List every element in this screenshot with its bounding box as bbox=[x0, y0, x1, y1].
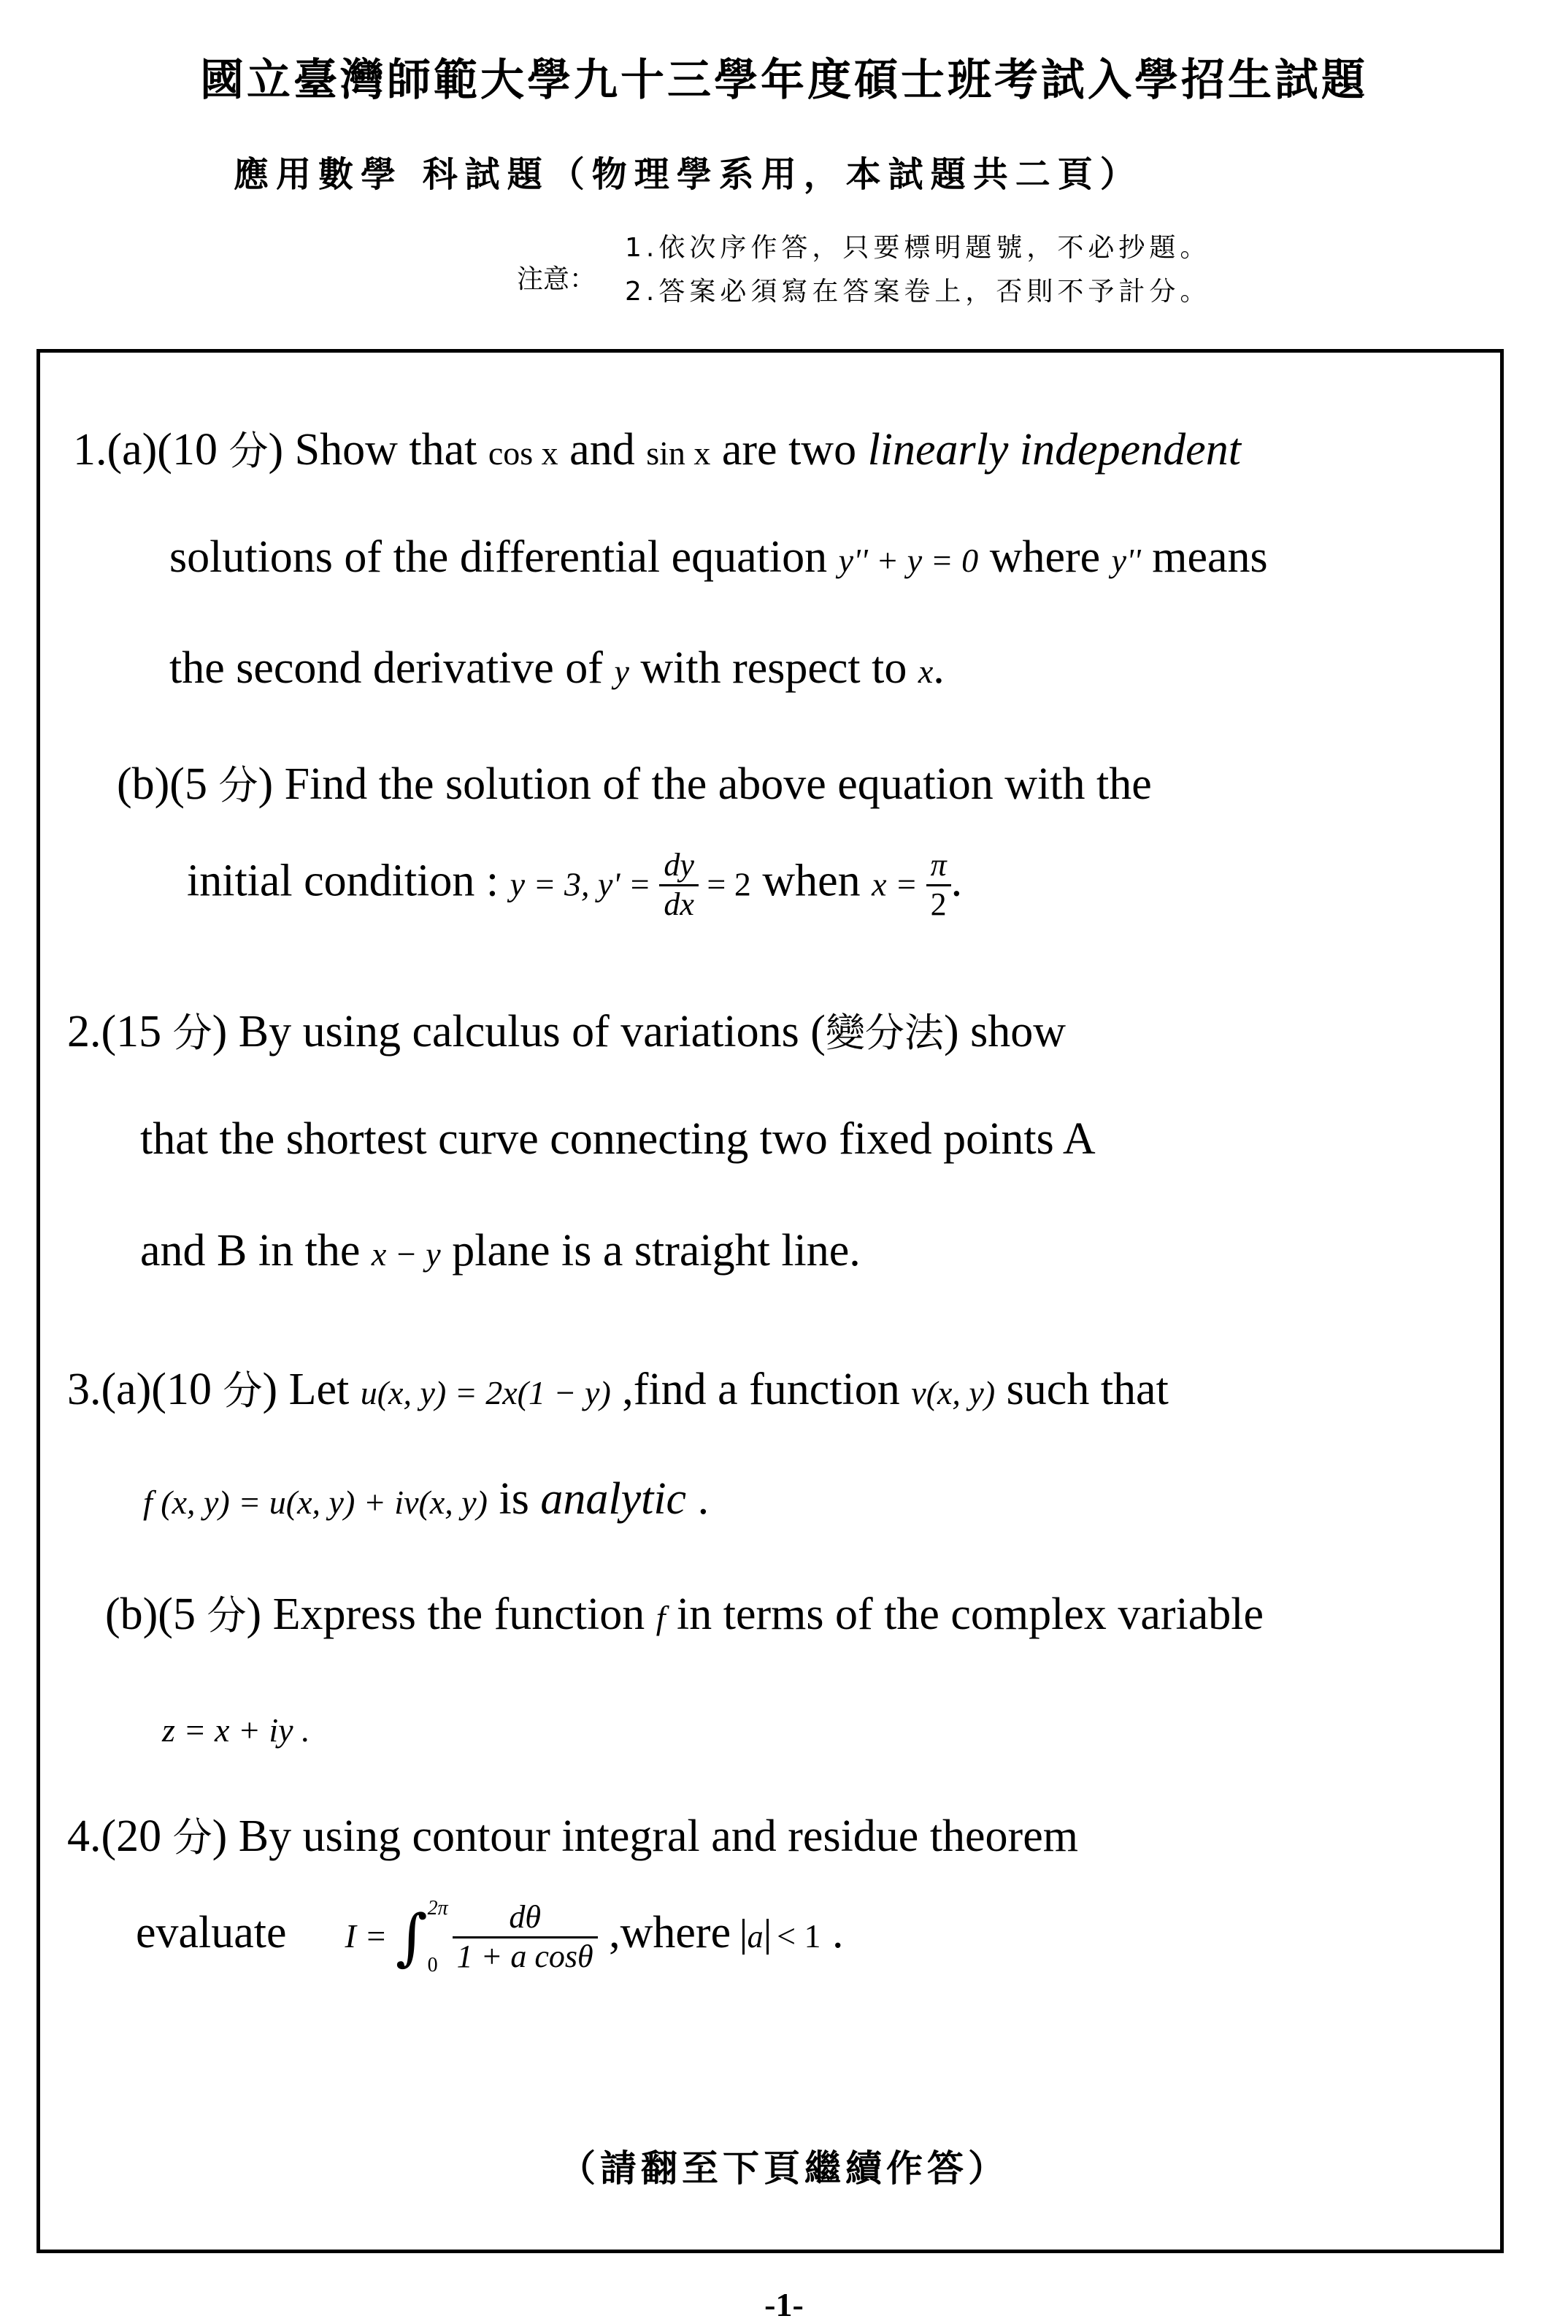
q4-text: ) By using contour integral and residue theorem bbox=[212, 1811, 1078, 1861]
q3-f-math: f (x, y) = u(x, y) + iv(x, y) bbox=[143, 1484, 488, 1521]
q3-a-points-unit: 分 bbox=[223, 1368, 263, 1414]
q3-b-prefix: (b)(5 bbox=[105, 1589, 207, 1639]
q1-line2-where: where bbox=[978, 532, 1112, 582]
q1-b-initial-condition: initial condition : bbox=[187, 856, 510, 906]
q1-b-pi-num: π bbox=[926, 847, 951, 886]
q3-u-math: u(x, y) = 2x(1 − y) bbox=[360, 1374, 611, 1411]
q2-line3 bbox=[140, 1225, 861, 1277]
q4-where: ,where bbox=[597, 1908, 742, 1958]
q1-y-double-prime: y'' bbox=[1111, 542, 1141, 579]
q3-b-line2 bbox=[162, 1701, 310, 1753]
q1-diff-equation: y'' + y = 0 bbox=[838, 542, 979, 579]
q2-text2: ) show bbox=[943, 1007, 1066, 1056]
notice-label: 注意： bbox=[517, 264, 596, 294]
q2-xy-math: x − y bbox=[371, 1235, 441, 1273]
q3-z-math: z = x + iy . bbox=[162, 1711, 310, 1749]
q1-b-eq2: = 2 bbox=[698, 865, 751, 903]
q1-b-frac-den: dx bbox=[664, 886, 694, 922]
q1-b-pi-fraction bbox=[926, 847, 951, 923]
q1-line3-end: . bbox=[933, 643, 945, 693]
q4-integral-sign: ∫ bbox=[395, 1901, 428, 1973]
q2-prefix: 2.(15 bbox=[67, 1007, 173, 1056]
q1-b-line1 bbox=[117, 754, 1152, 810]
q4-limits bbox=[428, 1897, 453, 1977]
q1-cos-math: cos x bbox=[488, 434, 558, 472]
q3-b-f: f bbox=[656, 1599, 666, 1636]
q2-line2: that the shortest curve connecting two fixed points A bbox=[140, 1114, 1096, 1164]
q1-line3-y: y bbox=[614, 653, 629, 690]
q3-a-text2: ,find a function bbox=[610, 1365, 912, 1414]
q3-a-line2 bbox=[143, 1473, 709, 1525]
q1-a-points-unit: 分 bbox=[228, 428, 269, 474]
q4-frac-den: 1 + a cosθ bbox=[456, 1938, 593, 1974]
q4-line2 bbox=[136, 1897, 844, 1977]
q3-a-line1 bbox=[67, 1359, 1169, 1416]
q1-line3-x: x bbox=[918, 653, 934, 690]
q4-upper-limit: 2π bbox=[427, 1897, 448, 1920]
q3-a-prefix: 3.(a)(10 bbox=[67, 1365, 223, 1414]
q3-line2-end: . bbox=[686, 1474, 710, 1524]
q1-a-line1 bbox=[73, 420, 1241, 476]
exam-title: 國立臺灣師範大學九十三學年度碩士班考試入學招生試題 bbox=[200, 55, 1368, 106]
q1-b-end: . bbox=[950, 856, 963, 906]
q2-line1 bbox=[67, 1002, 1066, 1058]
q1-b-frac-num: dy bbox=[659, 847, 699, 886]
q1-line3-text2: with respect to bbox=[629, 643, 918, 693]
q1-b-eq1: y = 3, y' = bbox=[510, 865, 660, 903]
q2-line3-text1: and B in the bbox=[140, 1226, 372, 1276]
q4-frac-num: dθ bbox=[453, 1899, 598, 1938]
exam-subtitle: 應用數學 科試題（物理學系用，本試題共二頁） bbox=[234, 154, 1142, 195]
notice-line-2: 2.答案必須寫在答案卷上，否則不予計分。 bbox=[625, 277, 1211, 307]
q1-a-text1: ) Show that bbox=[268, 425, 488, 475]
q1-b-points-unit: 分 bbox=[218, 762, 258, 808]
q1-a-text2: are two bbox=[710, 425, 868, 475]
q1-line2-text1: solutions of the differential equation bbox=[169, 532, 839, 582]
q4-integrand-fraction bbox=[453, 1899, 598, 1975]
q4-lt-one: < 1 bbox=[768, 1917, 821, 1955]
q3-analytic: analytic bbox=[540, 1474, 687, 1524]
q1-a-line3 bbox=[169, 643, 945, 694]
q1-line2-means: means bbox=[1140, 532, 1268, 582]
q2-points-unit: 分 bbox=[172, 1010, 212, 1056]
q3-b-text2: in terms of the complex variable bbox=[665, 1589, 1264, 1639]
q1-b-when: when bbox=[750, 856, 872, 906]
notice-lines bbox=[625, 226, 1210, 314]
q1-sin-math: sin x bbox=[646, 434, 711, 472]
q3-b-text1: ) Express the function bbox=[246, 1589, 656, 1639]
q3-a-text1: ) Let bbox=[262, 1365, 361, 1414]
q4-prefix: 4.(20 bbox=[67, 1811, 173, 1861]
page-number: -1- bbox=[764, 2286, 804, 2323]
q1-b-dydx-fraction bbox=[659, 847, 699, 923]
q3-b-points-unit: 分 bbox=[207, 1592, 247, 1638]
q2-line3-text2: plane is a straight line. bbox=[440, 1226, 861, 1276]
q4-I-eq: I = bbox=[345, 1917, 396, 1955]
q3-v-math: v(x, y) bbox=[911, 1374, 996, 1411]
q4-abs-a: a bbox=[742, 1919, 769, 1955]
q3-b-line1 bbox=[105, 1584, 1264, 1641]
q2-cjk-term: 變分法 bbox=[825, 1010, 944, 1056]
q4-evaluate: evaluate bbox=[136, 1908, 287, 1958]
q1-b-x-eq: x = bbox=[872, 865, 926, 903]
q4-end: . bbox=[820, 1908, 844, 1958]
q1-and: and bbox=[558, 425, 647, 475]
q1-a-prefix: 1.(a)(10 bbox=[73, 425, 229, 475]
q1-b-prefix: (b)(5 bbox=[117, 759, 219, 809]
continue-note: （請翻至下頁繼續作答） bbox=[559, 2147, 1009, 2190]
q3-a-text3: such that bbox=[995, 1365, 1169, 1414]
q1-line3-text1: the second derivative of bbox=[169, 643, 615, 693]
q4-lower-limit: 0 bbox=[427, 1954, 438, 1976]
q1-b-pi-den: 2 bbox=[930, 886, 947, 922]
q1-linearly-independent: linearly independent bbox=[867, 425, 1241, 475]
q3-line2-is: is bbox=[487, 1474, 541, 1524]
q1-a-line2 bbox=[169, 532, 1268, 583]
q1-b-line2 bbox=[187, 847, 962, 923]
q4-points-unit: 分 bbox=[172, 1814, 212, 1860]
q1-b-text: ) Find the solution of the above equation with the bbox=[258, 759, 1152, 809]
q4-line1 bbox=[67, 1806, 1078, 1863]
notice-line-1: 1.依次序作答，只要標明題號，不必抄題。 bbox=[625, 233, 1211, 263]
q2-text1: ) By using calculus of variations ( bbox=[212, 1007, 826, 1056]
